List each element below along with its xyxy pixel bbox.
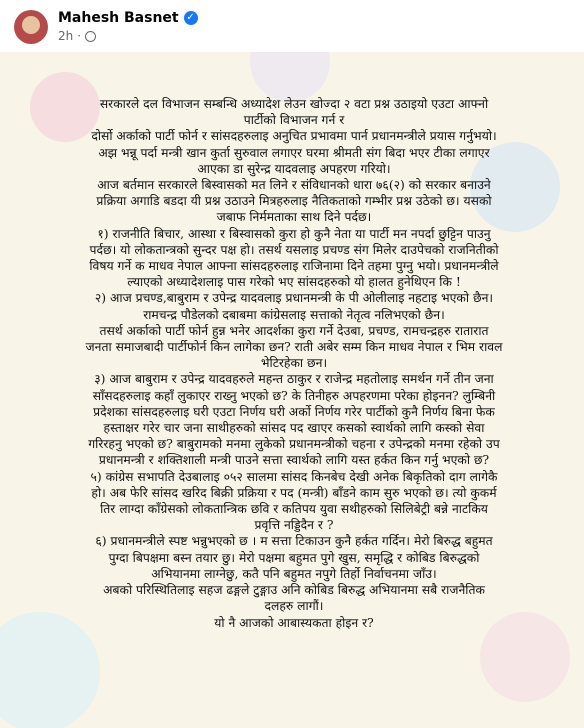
verified-badge-icon: ✓ [184,11,198,25]
globe-icon [85,31,96,42]
post-line: पुग्दा बिपक्षमा बस्न तयार छु। मेरो पक्षमा बहुमत पुगे खुस, समृद्धि र कोबिड बिरुद्धको [108,550,480,565]
meta-separator: · [77,29,82,43]
post-line: पर्दछ। यो लोकतान्त्रको सुन्दर पक्ष हो। तसर्थ यसलाइ प्रचण्ड संग मिलेर दाउपेचको राजनितीको [89,242,499,257]
post-line: जबाफ निर्ममताका साथ दिने पर्दछ। [216,210,372,225]
post-background [0,52,584,728]
post-line: हस्ताक्षर गरेर चार जना साथीहरुको सांसद पद खाएर कसको स्वार्थको लागि कस्को सेवा [103,421,485,436]
post-time[interactable]: 2h [58,29,74,43]
post-line: २) आज प्रचण्ड,बाबुराम र उपेन्द्र यादवलाइ प्रधानमन्त्री के पी ओलीलाइ नहटाइ भएको छैन। [94,291,494,306]
post-line: अभियानमा लाग्नेछु, कतै पनि बहुमत नपुगे तिर्हो निर्वाचनमा जाँउ। [151,566,437,581]
post-header [0,0,584,52]
post-line: गरिरहनु भएको छ? बाबुरामको मनमा लुकेको प्रधानमन्त्रीको चहना र उपेन्द्रको मनमा रहेको उप [88,437,500,452]
author-row [58,10,198,26]
post-line: ६) प्रधानमन्त्रीले स्पष्ट भन्नुभएको छ । म सत्ता टिकाउन कुनै हर्कत गर्दिन। मेरो बिरुद्ध बहुमत [95,534,493,549]
post-line: प्रधानमन्त्री र शक्तिशाली मन्त्री पाउने सत्ता स्वार्थको लागि यस्त हर्कत किन गर्नु भएको छ? [98,453,490,468]
post-line: अझ भन्नू पर्दा मन्त्री खान कुर्ता सुरुवाल लगाएर घरमा श्रीमती संग बिदा भएर टीका लगाएर [98,145,490,160]
post-line: विषय गर्ने क माधव नेपाल आफ्ना सांसदहरुलाइ राजिनामा दिने तहमा पुग्नु भयो। प्रधानमन्त्रीले [89,259,499,274]
post-line: प्रदेशका सांसदहरुलाइ घरी एउटा निर्णय घरी अर्को निर्णय गरेर पार्टीको कुनै निर्णय बिना फेक [93,404,495,419]
post-line: दोर्सो अर्काको पार्टी फोर्न र सांसदहरुलाइ अनुचित प्रभावमा पार्न प्रधानमन्त्रीले प्रयास गर्नुभयो। [91,129,497,144]
post-line: तसर्थ अर्काको पार्टी फोर्न हुन्न भनेर आदर्शका कुरा गर्ने देउबा, प्रचण्ड, रामचन्द्रहरु रातारात [99,323,489,338]
post-line: पार्टीको विभाजन गर्न र [243,113,345,128]
post-line: सरकारले दल विभाजन सम्बन्धि अध्यादेश लेउन खोज्दा २ वटा प्रश्न उठाइयो एउटा आफ्नो [99,97,489,111]
post-line: ३) आज बाबुराम र उपेन्द्र यादवहरुले महन्त ठाकुर र राजेन्द्र महतोलाइ समर्थन गर्ने तीन जना [94,372,494,387]
post-line: प्रवृत्ति नड्डिदैन र ? [254,518,334,533]
post-line: १) राजनीति बिचार, आस्था र बिस्वासको कुरा हो कुनै नेता या पार्टी मन नपर्दा छुट्टिन पाउनु [97,226,491,241]
post-line: प्रक्रिया अगाडि बडदा यी प्रश्न उठाउने मित्रहरुलाइ नैतिकताको गम्भीर प्रश्न उठेको छ। यसको [96,194,492,209]
post-line: आएका डा सुरेन्द्र यादवलाइ अपहरण गरियो। [197,161,391,176]
avatar[interactable] [14,10,48,44]
post-meta [58,29,96,43]
post-line: अबको परिस्थितिलाइ सहज ढङ्गले टुङ्गाउ अनि कोबिड बिरुद्ध अभियानमा सबै राजनैतिक [103,583,485,598]
post-line: साँसदहरुलाइ कहाँ लुकाएर राख्नु भएको छ? के तिनीहरु अपहरणमा परेका होइनन? लुम्बिनी [92,388,496,403]
post-line: तिर लाग्दा काँग्रेसको लोकतान्त्रिक छवि र कतिपय युवा सथीहरुको सिलिबेट्री बन्ने नाटकिय [100,502,488,517]
post-line: रामचन्द्र पौडेलको दबाबमा कांग्रेसलाइ सत्ताको नेतृत्व नलिभएको छैन। [143,307,445,322]
post-line: भेटिरहेका छन। [260,356,328,371]
post-line: जनता समाजबादी पार्टीफोर्न किन लागेका छन? राती अबेर सम्म किन माधव नेपाल र भिम रावल [85,340,503,355]
post-line: दलहरु लागौं। [264,599,324,614]
author-name[interactable]: Mahesh Basnet [58,10,179,26]
post-line: आज बर्तमान सरकारले बिस्वासको मत लिने र संविधानको धारा ७६(२) को सरकार बनाउने [97,178,491,193]
post-line: यो नै आजको आबास्यकता होइन र? [214,615,374,630]
post-line: ल्याएको अध्यादेशलाइ पास गरेको भए सांसदहरुको यो हालत हुनेथिएन कि ! [127,275,461,290]
post-line: ५) कांग्रेस सभापति देउबालाइ ०५२ सालमा सांसद किनबेच देखी अनेक बिकृतिको दाग लागेकै [90,469,498,484]
post-line: हो। अब फेरि सांसद खरिद बिक्री प्रक्रिया र पद (मन्त्री) बाँडने काम सुरु भएको छ। त्यो कुकर्म [91,485,497,500]
post-text [20,96,568,631]
decor-circle [250,52,330,102]
